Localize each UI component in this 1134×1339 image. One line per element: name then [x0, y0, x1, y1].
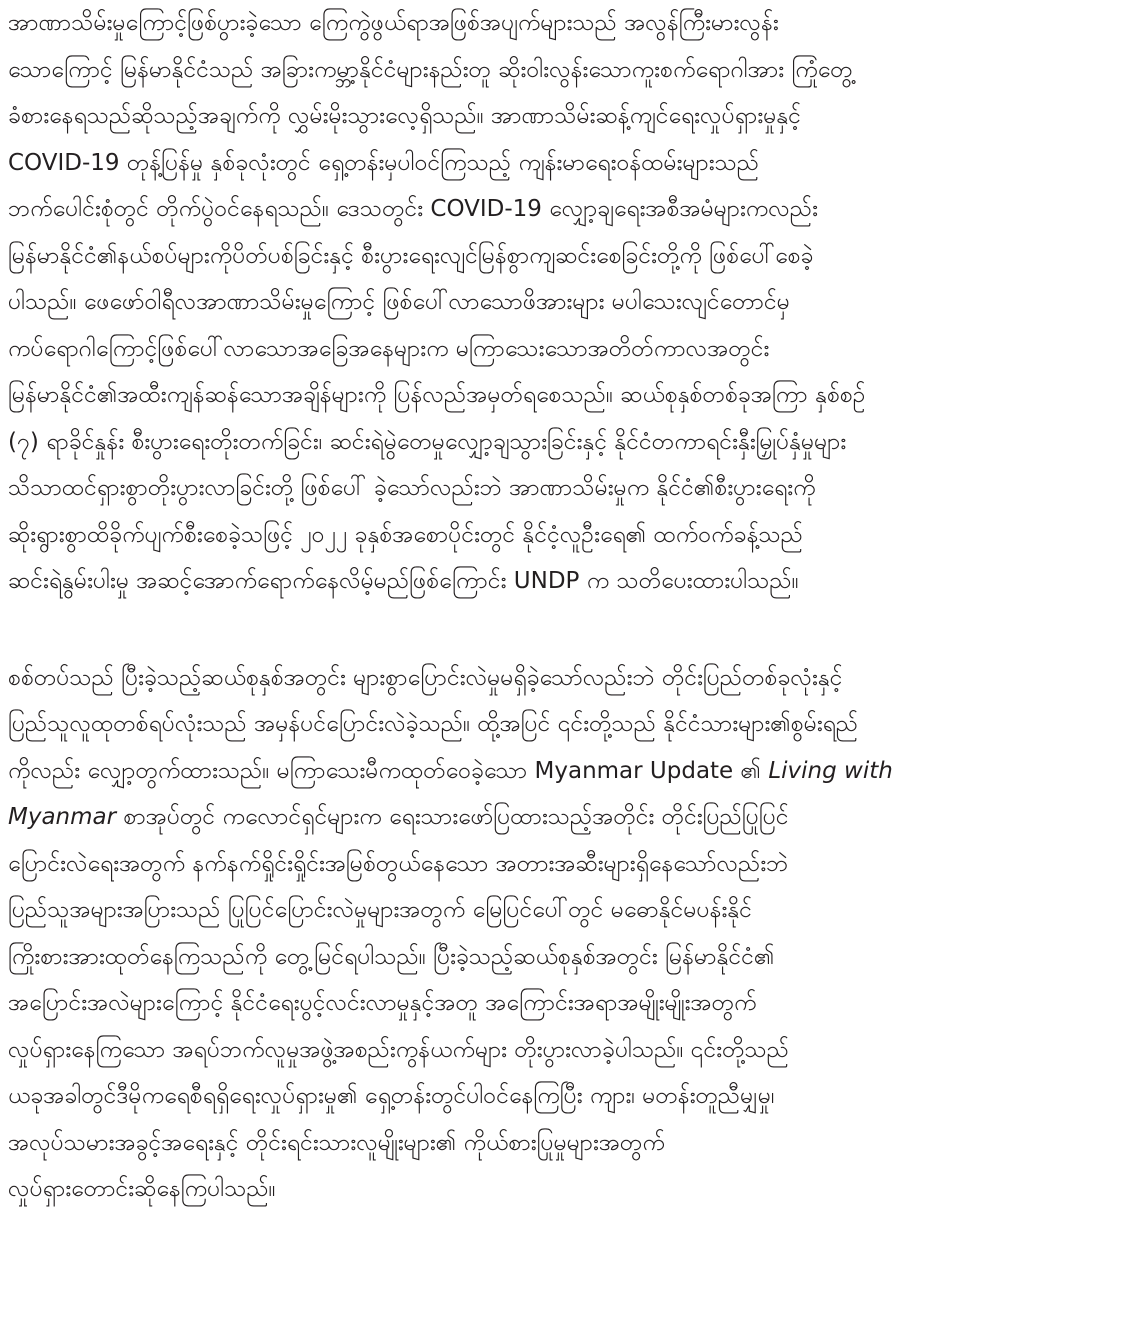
text-line: အလုပ်သမားအခွင့်အရေးနှင့် တိုင်းရင်းသားလူမျိုးများ၏ ကိုယ်စားပြုမှုများအတွက်	[8, 1129, 665, 1156]
text-line: ကပ်ရောဂါကြောင့်ဖြစ်ပေါ်လာသောအခြေအနေများက မကြာသေးသောအတိတ်ကာလအတွင်း	[8, 335, 770, 362]
text-line-with-title	[8, 794, 1128, 841]
paragraph-1	[8, 0, 1128, 605]
book-title-italic: Living with	[768, 757, 893, 784]
text-line: ပြည်သူလူထုတစ်ရပ်လုံးသည် အမှန်ပင်ပြောင်းလဲခဲ့သည်။ ထို့အပြင် ၎င်းတို့သည် နိုင်ငံသားများ၏စွမ်းရည်	[8, 711, 859, 737]
text-line: မြန်မာနိုင်ငံ၏အထီးကျန်ဆန်သောအချိန်များကို ပြန်လည်အမှတ်ရစေသည်။ ဆယ်စုနှစ်တစ်ခုအကြာ နှစ်စဉ်	[8, 382, 866, 408]
text-line: ပြောင်းလဲရေးအတွက် နက်နက်ရှိုင်းရှိုင်းအမြစ်တွယ်နေသော အတားအဆီးများရှိနေသော်လည်းဘဲ	[8, 850, 789, 877]
text-line: မြန်မာနိုင်ငံ၏နယ်စပ်များကိုပိတ်ပစ်ခြင်းနှင့် စီးပွားရေးလျင်မြန်စွာကျဆင်းစေခြင်းတို့ကို ဖြစ်ပေါ်စေခဲ့	[8, 242, 814, 269]
text-line: ဆိုးရွားစွာထိခိုက်ပျက်စီးစေခဲ့သဖြင့် ၂၀၂၂ ခုနှစ်အစောပိုင်းတွင် နိုင်ငံ့လူဦးရေ၏ ထက်ဝက်ခန့်သည်	[8, 521, 803, 548]
text-line: ပြည်သူအများအပြားသည် ပြုပြင်ပြောင်းလဲမှုများအတွက် မြေပြင်ပေါ်တွင် မဓောနိုင်မပန်းနိုင်	[8, 897, 753, 923]
text-line: ဆင်းရဲနွမ်းပါးမှု အဆင့်အောက်ရောက်နေလိမ့်မည်ဖြစ်ကြောင်း UNDP က သတိပေးထားပါသည်။	[8, 568, 799, 594]
book-title-italic: Myanmar	[8, 804, 117, 830]
text-line: သောကြောင့် မြန်မာနိုင်ငံသည် အခြားကမ္ဘာ့နိုင်ငံများနည်းတူ ဆိုးဝါးလွန်းသောကူးစက်ရောဂါအား ကြုံတွေ့	[8, 56, 853, 83]
text-line: ခံစားနေရသည်ဆိုသည့်အချက်ကို လွှမ်းမိုးသွားလေ့ရှိသည်။ အာဏာသိမ်းဆန့်ကျင်ရေးလှုပ်ရှားမှုနှင့်	[8, 103, 801, 129]
text-line-with-title	[8, 748, 1128, 795]
text-line: (၇) ရာခိုင်နှုန်း စီးပွားရေးတိုးတက်ခြင်း၊ ဆင်းရဲမွဲတေမှုလျှော့ချသွားခြင်းနှင့် နိုင်ငံတကာရင်းနှီးမြှုပ်နှံမှုများ	[8, 428, 847, 455]
article-body	[8, 0, 1128, 1213]
text-line: ဘက်ပေါင်းစုံတွင် တိုက်ပွဲဝင်နေရသည်။ ဒေသတွင်း COVID-19 လျှော့ချရေးအစီအမံများကလည်း	[8, 196, 818, 222]
text-segment: ကိုလည်း လျှော့တွက်ထားသည်။ မကြာသေးမီကထုတ်ဝေခဲ့သော Myanmar Update ၏	[8, 757, 769, 784]
text-line: လှုပ်ရှားနေကြသော အရပ်ဘက်လူမှုအဖွဲ့အစည်းကွန်ယက်များ တိုးပွားလာခဲ့ပါသည်။ ၎င်းတို့သည်	[8, 1036, 790, 1063]
text-line: COVID-19 တုန့်ပြန်မှု နှစ်ခုလုံးတွင် ရှေ့တန်းမှပါဝင်ကြသည့် ကျန်းမာရေးဝန်ထမ်းများသည်	[8, 149, 760, 176]
text-line: ယခုအခါတွင်ဒီမိုကရေစီရရှိရေးလှုပ်ရှားမှု၏ ရှေ့တန်းတွင်ပါဝင်နေကြပြီး ကျား၊ မတန်းတူညီမျှမှု၊	[8, 1083, 775, 1109]
text-line: အာဏာသိမ်းမှုကြောင့်ဖြစ်ပွားခဲ့သော ကြေကွဲဖွယ်ရာအဖြစ်အပျက်များသည် အလွန်ကြီးမားလွန်း	[8, 10, 779, 36]
text-line: ကြိုးစားအားထုတ်နေကြသည်ကို တွေ့မြင်ရပါသည်။ ပြီးခဲ့သည့်ဆယ်စုနှစ်အတွင်း မြန်မာနိုင်ငံ၏	[8, 943, 775, 970]
paragraph-2	[8, 655, 1128, 1213]
text-line: ပါသည်။ ဖေဖော်ဝါရီလအာဏာသိမ်းမှုကြောင့် ဖြစ်ပေါ်လာသောဖိအားများ မပါသေးလျင်တောင်မှ	[8, 289, 790, 315]
text-line: လှုပ်ရှားတောင်းဆိုနေကြပါသည်။	[8, 1176, 276, 1202]
text-line: စစ်တပ်သည် ပြီးခဲ့သည့်ဆယ်စုနှစ်အတွင်း များစွာပြောင်းလဲမှုမရှိခဲ့သော်လည်းဘဲ တိုင်းပြည်တစ်ခုလုံးနှင့်	[8, 664, 843, 691]
text-line: အပြောင်းအလဲများကြောင့် နိုင်ငံရေးပွင့်လင်းလာမှုနှင့်အတူ အကြောင်းအရာအမျိုးမျိုးအတွက်	[8, 990, 757, 1016]
text-line: သိသာထင်ရှားစွာတိုးပွားလာခြင်းတို့ ဖြစ်ပေါ် ခဲ့သော်လည်းဘဲ အာဏာသိမ်းမှုက နိုင်ငံ၏စီးပွားရေးကို	[8, 475, 816, 501]
text-segment: စာအုပ်တွင် ကလောင်ရှင်များက ရေးသားဖော်ပြထားသည့်အတိုင်း တိုင်းပြည်ပြုပြင်	[116, 804, 789, 830]
